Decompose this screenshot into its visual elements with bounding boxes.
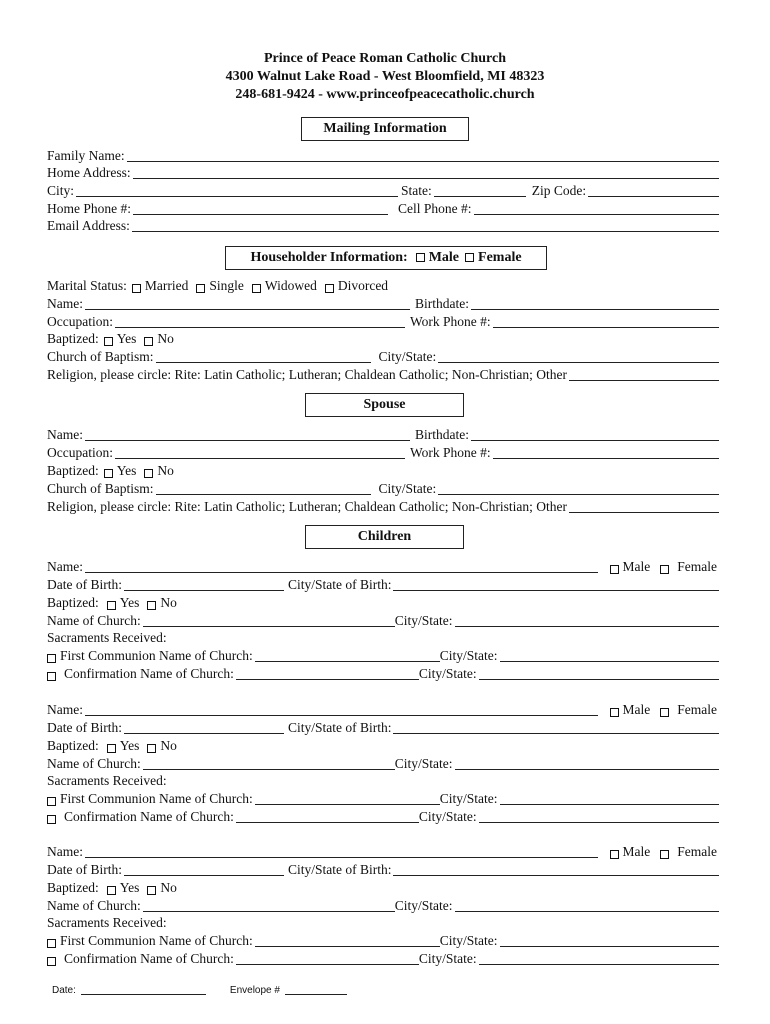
child-3-female-label: Female — [677, 844, 717, 859]
child-1-confirmation-checkbox[interactable] — [47, 672, 56, 681]
householder-birthdate-field[interactable] — [471, 297, 719, 310]
family-name-label: Family Name: — [47, 148, 125, 163]
child-1-name-label: Name: — [47, 559, 83, 574]
child-1-confirmation-row — [47, 664, 719, 682]
child-1-dob-field[interactable] — [124, 578, 284, 591]
child-1-baptized-yes-label: Yes — [119, 595, 140, 610]
child-1-confirmation-church-field[interactable] — [236, 667, 419, 680]
child-3-communion-checkbox[interactable] — [47, 939, 56, 948]
householder-name-field[interactable] — [85, 297, 410, 310]
householder-section-title — [225, 246, 547, 270]
householder-baptized-no-label: No — [157, 331, 174, 346]
zip-field[interactable] — [588, 184, 719, 197]
spouse-church-baptism-field[interactable] — [156, 482, 371, 495]
child-3-baptized-label: Baptized: — [47, 880, 99, 895]
child-3-communion-city-state-label: City/State: — [439, 933, 498, 948]
child-1-male-checkbox[interactable] — [610, 565, 619, 574]
child-3-name-row — [47, 842, 719, 860]
householder-occupation-field[interactable] — [115, 315, 405, 328]
child-3-confirmation-label: Confirmation Name of Church: — [64, 951, 234, 966]
child-2-birth-place-field[interactable] — [393, 721, 719, 734]
child-2-church-row — [47, 754, 719, 772]
child-3-dob-field[interactable] — [124, 863, 284, 876]
child-2-communion-city-state-label: City/State: — [439, 791, 498, 806]
child-1-sacraments-label: Sacraments Received: — [47, 630, 167, 645]
child-2-dob-field[interactable] — [124, 721, 284, 734]
child-3-birth-place-label: City/State of Birth: — [287, 862, 392, 877]
child-1-church-field[interactable] — [143, 614, 395, 627]
child-3-confirmation-checkbox[interactable] — [47, 957, 56, 966]
child-1-baptized-label: Baptized: — [47, 595, 99, 610]
child-1-name-row — [47, 557, 719, 575]
home-address-row — [47, 163, 719, 181]
householder-female-checkbox[interactable] — [465, 253, 474, 262]
married-label: Married — [144, 278, 189, 293]
child-3-dob-row — [47, 860, 719, 878]
child-1-male-label: Male — [622, 559, 651, 574]
spouse-church-baptism-row — [47, 479, 719, 497]
spouse-religion-row — [47, 497, 719, 515]
church-address: 4300 Walnut Lake Road - West Bloomfield, MI 48323 — [225, 69, 545, 84]
child-2-city-state-field[interactable] — [455, 757, 720, 770]
householder-female-label: Female — [478, 250, 522, 265]
office-use-footer — [52, 985, 347, 996]
child-3-sacraments-row — [47, 913, 719, 931]
child-1-dob-row — [47, 575, 719, 593]
householder-work-phone-field[interactable] — [493, 315, 719, 328]
marital-status-label: Marital Status: — [47, 278, 127, 293]
city-field[interactable] — [76, 184, 398, 197]
child-3-confirmation-city-state-label: City/State: — [418, 951, 477, 966]
state-label: State: — [401, 183, 432, 198]
child-2-male-label: Male — [622, 702, 651, 717]
child-3-church-row — [47, 896, 719, 914]
child-2-confirmation-church-field[interactable] — [236, 810, 419, 823]
child-1-city-state-label: City/State: — [394, 613, 453, 628]
child-2-baptized-no-checkbox[interactable] — [147, 744, 156, 753]
spouse-religion-label: Religion, please circle: Rite: Latin Catholic; Lutheran; Chaldean Catholic; Non-Christian; Other — [47, 499, 567, 514]
child-3-birth-place-field[interactable] — [393, 863, 719, 876]
child-1-sacraments-row — [47, 628, 719, 646]
child-1-baptized-no-checkbox[interactable] — [147, 601, 156, 610]
householder-name-row — [47, 294, 719, 312]
spouse-work-phone-field[interactable] — [493, 446, 719, 459]
spouse-religion-other-field[interactable] — [569, 500, 719, 513]
child-1-communion-row — [47, 646, 719, 664]
spouse-baptized-row — [47, 461, 719, 479]
child-2-name-field[interactable] — [85, 703, 598, 716]
child-3-baptized-no-checkbox[interactable] — [147, 886, 156, 895]
child-3-name-label: Name: — [47, 844, 83, 859]
child-1-communion-city-state-field[interactable] — [500, 649, 719, 662]
footer-date-label: Date: — [52, 985, 76, 996]
child-2-baptized-row — [47, 736, 719, 754]
spouse-birthdate-label: Birthdate: — [415, 427, 469, 442]
householder-baptized-yes-checkbox[interactable] — [104, 337, 113, 346]
child-3-male-label: Male — [622, 844, 651, 859]
church-contact: 248-681-9424 - www.princeofpeacecatholic.church — [235, 87, 535, 102]
child-3-baptized-yes-checkbox[interactable] — [107, 886, 116, 895]
child-2-birth-place-label: City/State of Birth: — [287, 720, 392, 735]
child-2-city-state-label: City/State: — [394, 756, 453, 771]
spouse-name-label: Name: — [47, 427, 83, 442]
child-2-name-label: Name: — [47, 702, 83, 717]
children-section-title: Children — [305, 525, 464, 549]
child-2-sacraments-row — [47, 771, 719, 789]
child-1-city-state-field[interactable] — [455, 614, 720, 627]
widowed-label: Widowed — [264, 278, 317, 293]
child-2-church-field[interactable] — [143, 757, 395, 770]
child-3-female-checkbox[interactable] — [660, 850, 669, 859]
householder-religion-row — [47, 365, 719, 383]
child-3-male-checkbox[interactable] — [610, 850, 619, 859]
child-1-confirmation-label: Confirmation Name of Church: — [64, 666, 234, 681]
spouse-baptized-no-label: No — [157, 463, 174, 478]
child-2-communion-city-state-field[interactable] — [500, 792, 719, 805]
email-row — [47, 216, 719, 234]
child-1-baptized-no-label: No — [160, 595, 177, 610]
child-3-baptized-no-label: No — [160, 880, 177, 895]
child-1-confirmation-city-state-field[interactable] — [479, 667, 719, 680]
spouse-birthdate-field[interactable] — [471, 428, 719, 441]
householder-male-checkbox[interactable] — [416, 253, 425, 262]
child-3-confirmation-city-state-field[interactable] — [479, 952, 719, 965]
child-1-communion-church-field[interactable] — [255, 649, 440, 662]
householder-church-baptism-row — [47, 347, 719, 365]
state-field[interactable] — [434, 184, 526, 197]
child-2-confirmation-label: Confirmation Name of Church: — [64, 809, 234, 824]
householder-name-label: Name: — [47, 296, 83, 311]
child-3-city-state-field[interactable] — [455, 899, 720, 912]
child-3-sacraments-label: Sacraments Received: — [47, 915, 167, 930]
child-2-communion-row — [47, 789, 719, 807]
child-1-communion-checkbox[interactable] — [47, 654, 56, 663]
spouse-city-state-field[interactable] — [438, 482, 719, 495]
child-3-communion-city-state-field[interactable] — [500, 934, 719, 947]
householder-baptized-yes-label: Yes — [116, 331, 137, 346]
child-3-communion-label: First Communion Name of Church: — [60, 933, 253, 948]
phone-row — [47, 199, 719, 217]
family-name-field[interactable] — [127, 149, 719, 162]
child-1-communion-city-state-label: City/State: — [439, 648, 498, 663]
child-1-church-label: Name of Church: — [47, 613, 141, 628]
child-1-communion-label: First Communion Name of Church: — [60, 648, 253, 663]
spouse-name-row — [47, 425, 719, 443]
child-1-baptized-yes-checkbox[interactable] — [107, 601, 116, 610]
householder-baptized-row — [47, 329, 719, 347]
church-name: Prince of Peace Roman Catholic Church — [264, 51, 506, 66]
householder-religion-label: Religion, please circle: Rite: Latin Catholic; Lutheran; Chaldean Catholic; Non-Christian; Other — [47, 367, 567, 382]
child-2-baptized-label: Baptized: — [47, 738, 99, 753]
child-3-church-field[interactable] — [143, 899, 395, 912]
spouse-work-phone-label: Work Phone #: — [409, 445, 491, 460]
householder-male-label: Male — [428, 250, 460, 265]
child-3-baptized-row — [47, 878, 719, 896]
child-2-baptized-yes-checkbox[interactable] — [107, 744, 116, 753]
child-1-female-label: Female — [677, 559, 717, 574]
marital-status-row — [47, 276, 719, 294]
householder-occupation-label: Occupation: — [47, 314, 113, 329]
child-2-church-label: Name of Church: — [47, 756, 141, 771]
widowed-checkbox[interactable] — [252, 284, 261, 293]
child-1-birth-place-field[interactable] — [393, 578, 719, 591]
child-3-name-field[interactable] — [85, 845, 598, 858]
email-field[interactable] — [132, 219, 719, 232]
householder-religion-other-field[interactable] — [569, 368, 719, 381]
child-3-baptized-yes-label: Yes — [119, 880, 140, 895]
householder-occupation-row — [47, 312, 719, 330]
child-2-dob-row — [47, 718, 719, 736]
householder-birthdate-label: Birthdate: — [415, 296, 469, 311]
email-label: Email Address: — [47, 218, 130, 233]
child-1-baptized-row — [47, 593, 719, 611]
child-3-church-label: Name of Church: — [47, 898, 141, 913]
householder-baptized-label: Baptized: — [47, 331, 99, 346]
child-2-male-checkbox[interactable] — [610, 708, 619, 717]
single-label: Single — [209, 278, 244, 293]
child-2-dob-label: Date of Birth: — [47, 720, 122, 735]
family-name-row — [47, 146, 719, 164]
zip-label: Zip Code: — [531, 183, 587, 198]
child-3-confirmation-row — [47, 949, 719, 967]
householder-baptized-no-checkbox[interactable] — [144, 337, 153, 346]
city-label: City: — [47, 183, 75, 198]
spouse-baptized-label: Baptized: — [47, 463, 99, 478]
married-checkbox[interactable] — [132, 284, 141, 293]
child-3-confirmation-church-field[interactable] — [236, 952, 419, 965]
child-2-sacraments-label: Sacraments Received: — [47, 773, 167, 788]
householder-church-baptism-label: Church of Baptism: — [47, 349, 154, 364]
spouse-name-field[interactable] — [85, 428, 410, 441]
householder-city-state-field[interactable] — [438, 350, 719, 363]
child-2-confirmation-row — [47, 807, 719, 825]
cell-phone-label: Cell Phone #: — [398, 201, 472, 216]
child-1-female-checkbox[interactable] — [660, 565, 669, 574]
footer-date-field[interactable] — [81, 985, 206, 995]
child-2-communion-church-field[interactable] — [255, 792, 440, 805]
divorced-label: Divorced — [337, 278, 389, 293]
cell-phone-field[interactable] — [474, 202, 720, 215]
child-1-name-field[interactable] — [85, 560, 598, 573]
city-state-zip-row — [47, 181, 719, 199]
divorced-checkbox[interactable] — [325, 284, 334, 293]
mailing-section-title: Mailing Information — [301, 117, 469, 141]
home-address-label: Home Address: — [47, 165, 131, 180]
child-3-city-state-label: City/State: — [394, 898, 453, 913]
spouse-occupation-label: Occupation: — [47, 445, 113, 460]
spouse-baptized-yes-checkbox[interactable] — [104, 469, 113, 478]
home-phone-field[interactable] — [133, 202, 388, 215]
child-3-communion-row — [47, 931, 719, 949]
child-3-dob-label: Date of Birth: — [47, 862, 122, 877]
householder-city-state-label: City/State: — [378, 349, 437, 364]
child-1-birth-place-label: City/State of Birth: — [287, 577, 392, 592]
child-2-baptized-yes-label: Yes — [119, 738, 140, 753]
spouse-section-title: Spouse — [305, 393, 464, 417]
footer-envelope-field[interactable] — [285, 985, 347, 995]
child-2-baptized-no-label: No — [160, 738, 177, 753]
spouse-baptized-no-checkbox[interactable] — [144, 469, 153, 478]
child-3-communion-church-field[interactable] — [255, 934, 440, 947]
child-2-female-label: Female — [677, 702, 717, 717]
spouse-occupation-row — [47, 443, 719, 461]
householder-work-phone-label: Work Phone #: — [409, 314, 491, 329]
child-1-dob-label: Date of Birth: — [47, 577, 122, 592]
single-checkbox[interactable] — [196, 284, 205, 293]
child-2-confirmation-checkbox[interactable] — [47, 815, 56, 824]
spouse-baptized-yes-label: Yes — [116, 463, 137, 478]
child-1-church-row — [47, 611, 719, 629]
householder-church-baptism-field[interactable] — [156, 350, 371, 363]
child-2-confirmation-city-state-field[interactable] — [479, 810, 719, 823]
child-2-confirmation-city-state-label: City/State: — [418, 809, 477, 824]
child-1-confirmation-city-state-label: City/State: — [418, 666, 477, 681]
spouse-occupation-field[interactable] — [115, 446, 405, 459]
child-2-female-checkbox[interactable] — [660, 708, 669, 717]
child-2-communion-checkbox[interactable] — [47, 797, 56, 806]
householder-title-label: Householder Information: — [250, 250, 408, 265]
spouse-city-state-label: City/State: — [378, 481, 437, 496]
child-2-communion-label: First Communion Name of Church: — [60, 791, 253, 806]
spouse-church-baptism-label: Church of Baptism: — [47, 481, 154, 496]
footer-envelope-label: Envelope # — [229, 985, 280, 996]
home-address-field[interactable] — [133, 166, 719, 179]
home-phone-label: Home Phone #: — [47, 201, 131, 216]
child-2-name-row — [47, 700, 719, 718]
